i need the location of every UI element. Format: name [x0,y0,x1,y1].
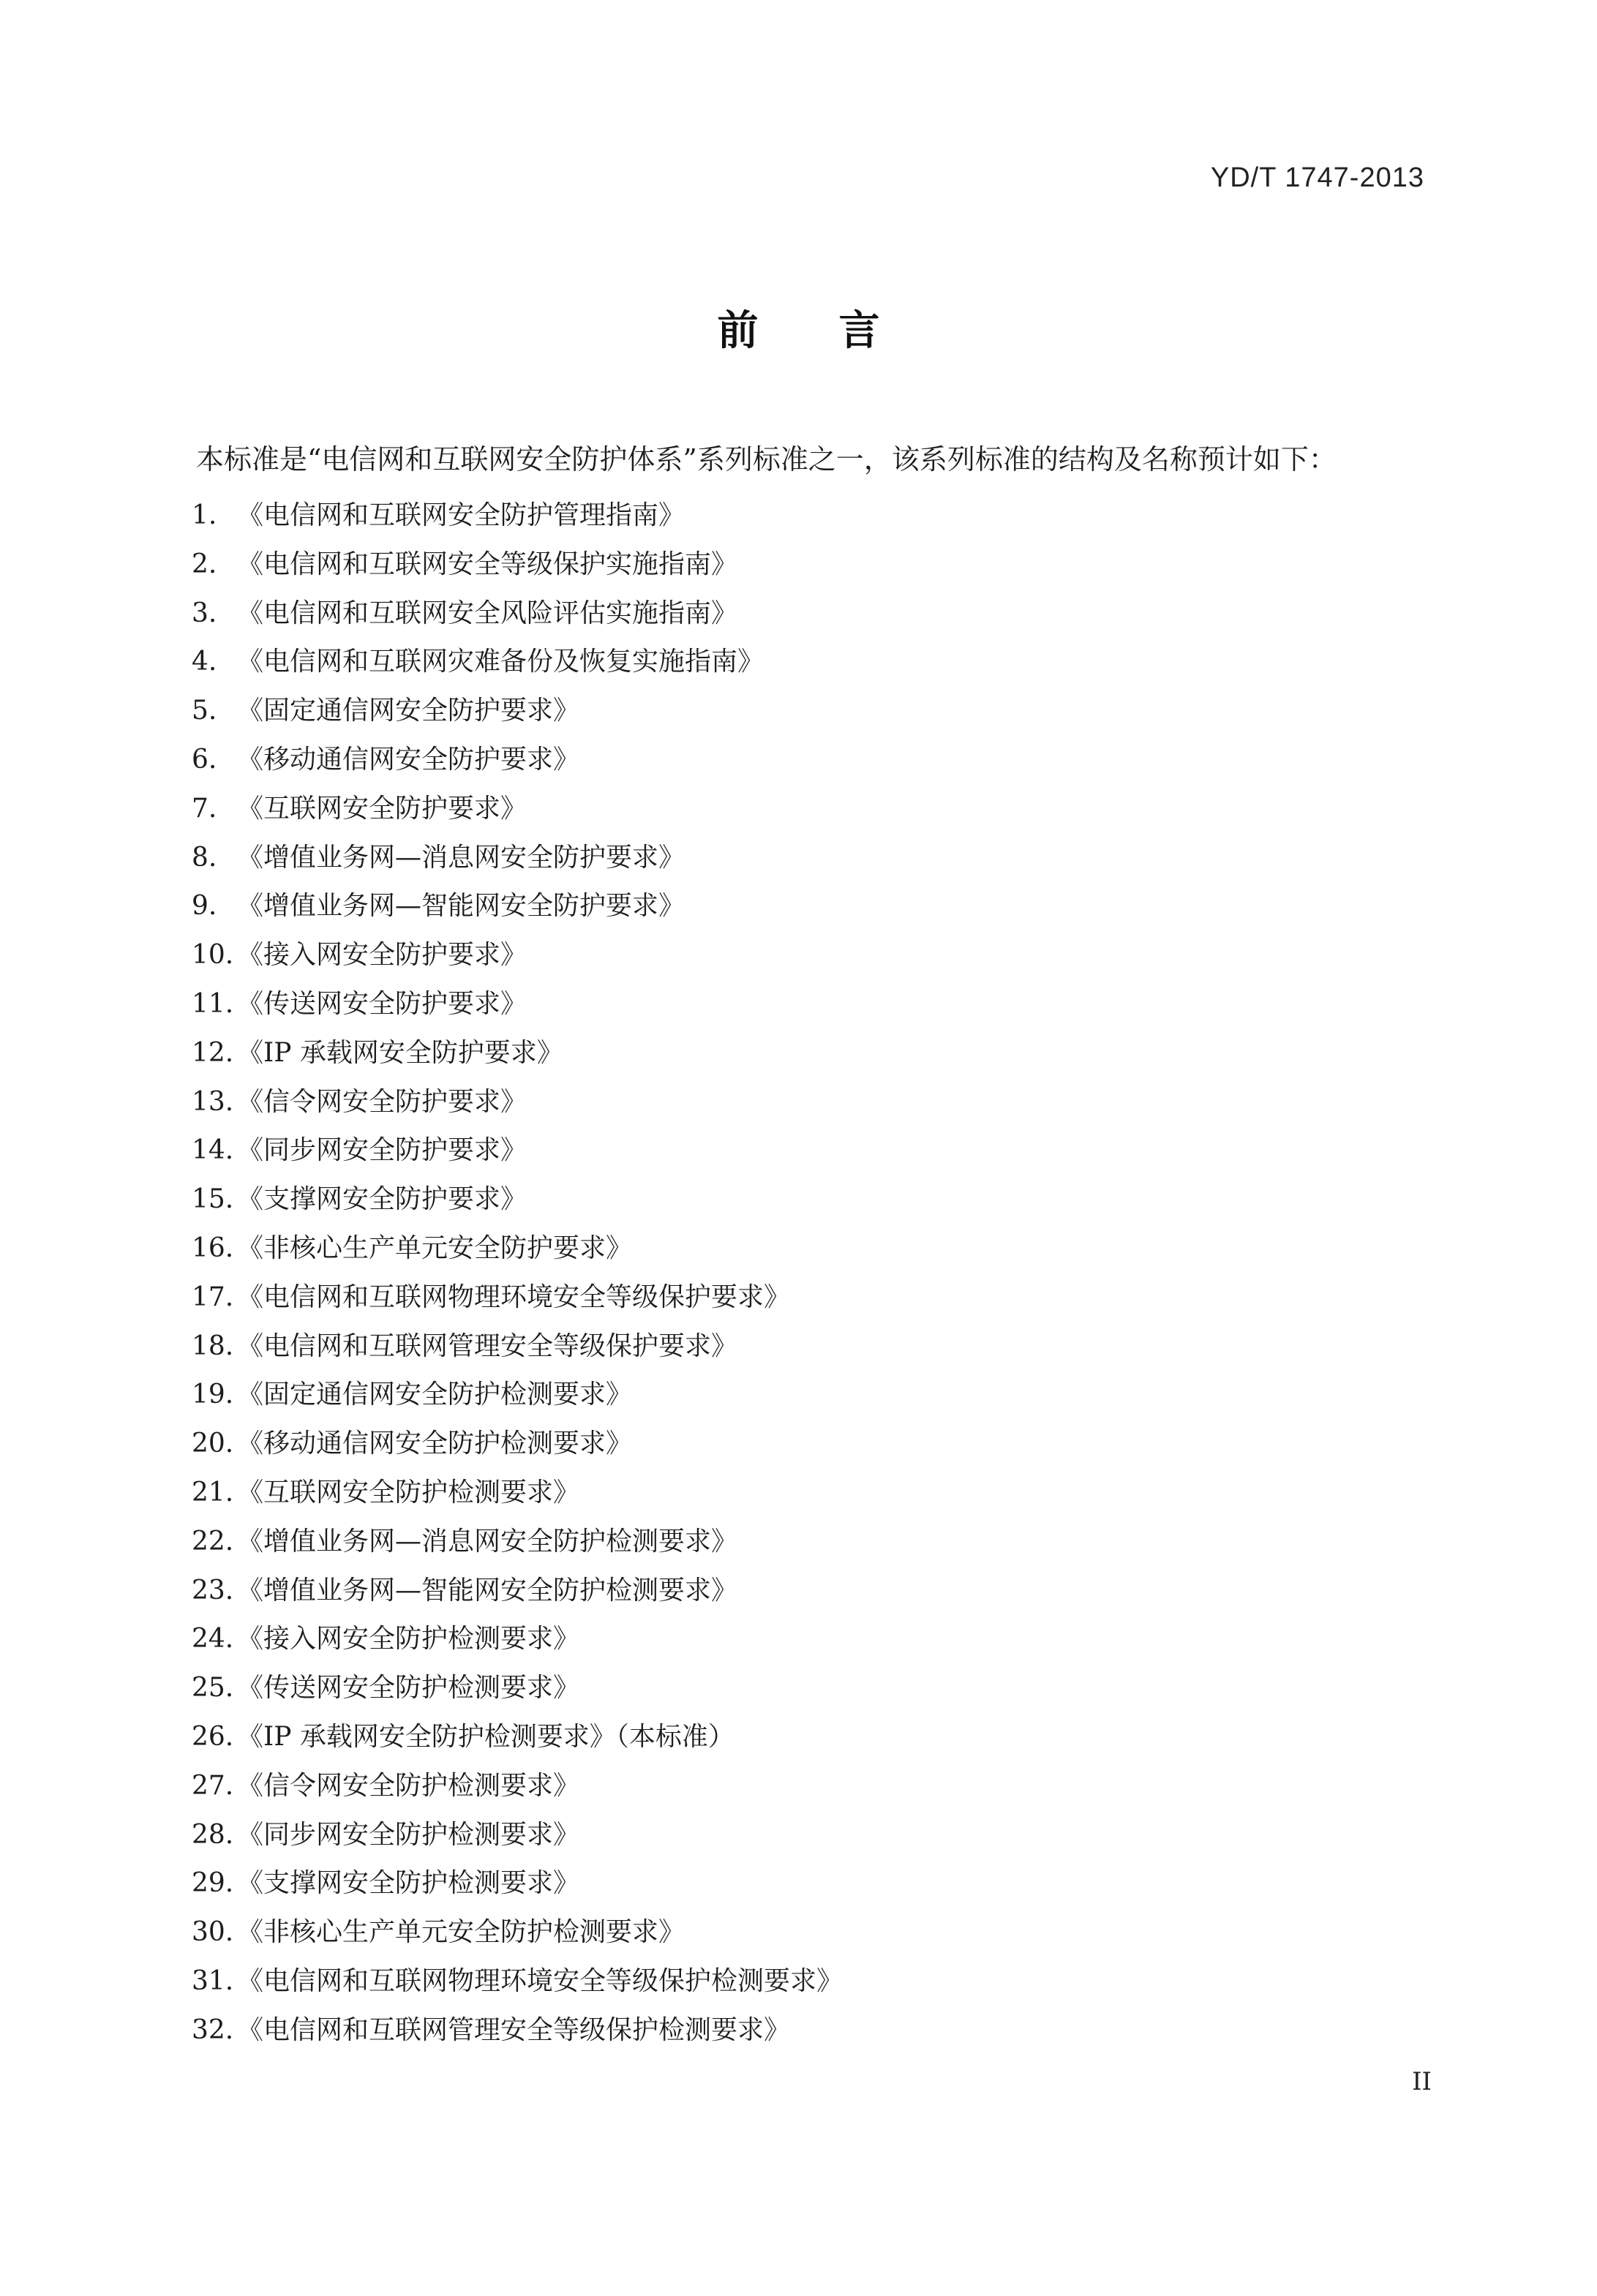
list-item [192,1029,843,1078]
list-item [192,1322,843,1371]
list-item-title: 《支撑网安全防护检测要求》 [237,1868,580,1899]
list-item-number: 31. [192,1965,234,1996]
list-item-number: 19. [192,1380,234,1410]
list-item [192,1224,843,1273]
list-item-title: 《信令网安全防护要求》 [237,1086,527,1117]
list-item-title: 《电信网和互联网物理环境安全等级保护要求》 [237,1281,791,1312]
list-item [192,638,843,687]
document-code: YD/T 1747-2013 [1210,162,1424,193]
list-item [192,980,843,1029]
list-item-title: 《电信网和互联网物理环境安全等级保护检测要求》 [237,1965,843,1996]
list-item [192,1859,843,1908]
list-item-number: 11. [192,988,234,1019]
list-item [192,931,843,980]
list-item-number: 28. [192,1819,234,1850]
list-item-number: 17. [192,1281,234,1312]
list-item [192,1518,843,1567]
list-item-number: 27. [192,1770,234,1801]
list-item-number: 2. [192,549,217,579]
list-item-title: 《接入网安全防护要求》 [237,940,527,971]
list-item [192,590,843,639]
list-item [192,1908,843,1957]
list-item-title: 《同步网安全防护要求》 [237,1135,527,1166]
list-item-title: 《电信网和互联网安全风险评估实施指南》 [237,598,738,628]
list-item-number: 12. [192,1037,234,1068]
list-item-title: 《信令网安全防护检测要求》 [237,1770,580,1801]
list-item-title: 《增值业务网—智能网安全防护要求》 [237,891,685,922]
list-item [192,687,843,736]
list-item-title: 《非核心生产单元安全防护检测要求》 [237,1917,685,1948]
list-item-title: 《非核心生产单元安全防护要求》 [237,1232,633,1263]
list-item-title: 《增值业务网—消息网安全防护检测要求》 [237,1526,738,1557]
list-item [192,785,843,834]
list-item-number: 32. [192,2014,234,2045]
list-item [192,882,843,931]
list-item-title: 《固定通信网安全防护要求》 [237,696,580,726]
list-item [192,1713,843,1762]
list-item-title: 《电信网和互联网管理安全等级保护要求》 [237,1330,738,1361]
list-item-number: 29. [192,1868,234,1899]
list-item-number: 5. [192,696,217,726]
list-item-number: 10. [192,940,234,971]
list-item [192,1469,843,1518]
intro-paragraph: 本标准是“电信网和互联网安全防护体系”系列标准之一，该系列标准的结构及名称预计如下： [196,443,1337,475]
list-item-title: 《互联网安全防护检测要求》 [237,1477,580,1508]
list-item-number: 6. [192,744,217,775]
list-item-number: 18. [192,1330,234,1361]
list-item [192,492,843,541]
page-title: 前言 [717,307,961,355]
list-item-number: 13. [192,1086,234,1117]
list-item-title: 《IP 承载网安全防护检测要求》（本标准） [237,1721,734,1752]
list-item-title: 《固定通信网安全防护检测要求》 [237,1380,633,1410]
list-item-number: 8. [192,842,217,873]
list-item [192,736,843,785]
list-item-number: 24. [192,1624,234,1655]
list-item-title: 《电信网和互联网安全等级保护实施指南》 [237,549,738,579]
list-item [192,834,843,883]
list-item-title: 《接入网安全防护检测要求》 [237,1624,580,1655]
list-item [192,1371,843,1420]
list-item-title: 《互联网安全防护要求》 [237,793,527,824]
list-item [192,1762,843,1811]
list-item-number: 14. [192,1135,234,1166]
list-item-title: 《支撑网安全防护要求》 [237,1184,527,1215]
standards-list [192,492,843,2055]
list-item-title: 《电信网和互联网灾难备份及恢复实施指南》 [237,647,764,677]
list-item-number: 15. [192,1184,234,1215]
list-item-number: 21. [192,1477,234,1508]
list-item-number: 23. [192,1575,234,1606]
list-item-number: 1. [192,500,217,530]
list-item-number: 25. [192,1673,234,1704]
list-item [192,1126,843,1175]
list-item-title: 《移动通信网安全防护要求》 [237,744,580,775]
list-item [192,1957,843,2006]
list-item-title: 《增值业务网—消息网安全防护要求》 [237,842,685,873]
list-item-title: 《电信网和互联网管理安全等级保护检测要求》 [237,2014,791,2045]
list-item [192,2006,843,2055]
list-item [192,541,843,590]
list-item-number: 3. [192,598,217,628]
list-item [192,1567,843,1616]
list-item [192,1273,843,1322]
list-item-title: 《移动通信网安全防护检测要求》 [237,1429,633,1459]
list-item-title: 《IP 承载网安全防护要求》 [237,1037,563,1068]
list-item [192,1664,843,1713]
list-item-number: 4. [192,647,217,677]
list-item-title: 《增值业务网—智能网安全防护检测要求》 [237,1575,738,1606]
list-item-number: 7. [192,793,217,824]
list-item-title: 《传送网安全防护检测要求》 [237,1673,580,1704]
list-item-number: 26. [192,1721,234,1752]
list-item-number: 16. [192,1232,234,1263]
list-item-title: 《电信网和互联网安全防护管理指南》 [237,500,685,530]
list-item [192,1175,843,1224]
list-item-number: 20. [192,1429,234,1459]
list-item-number: 22. [192,1526,234,1557]
list-item [192,1615,843,1664]
list-item-title: 《同步网安全防护检测要求》 [237,1819,580,1850]
list-item [192,1078,843,1127]
list-item-number: 30. [192,1917,234,1948]
list-item [192,1420,843,1469]
list-item-title: 《传送网安全防护要求》 [237,988,527,1019]
page-number: II [1412,2067,1432,2096]
list-item-number: 9. [192,891,217,922]
list-item [192,1811,843,1860]
